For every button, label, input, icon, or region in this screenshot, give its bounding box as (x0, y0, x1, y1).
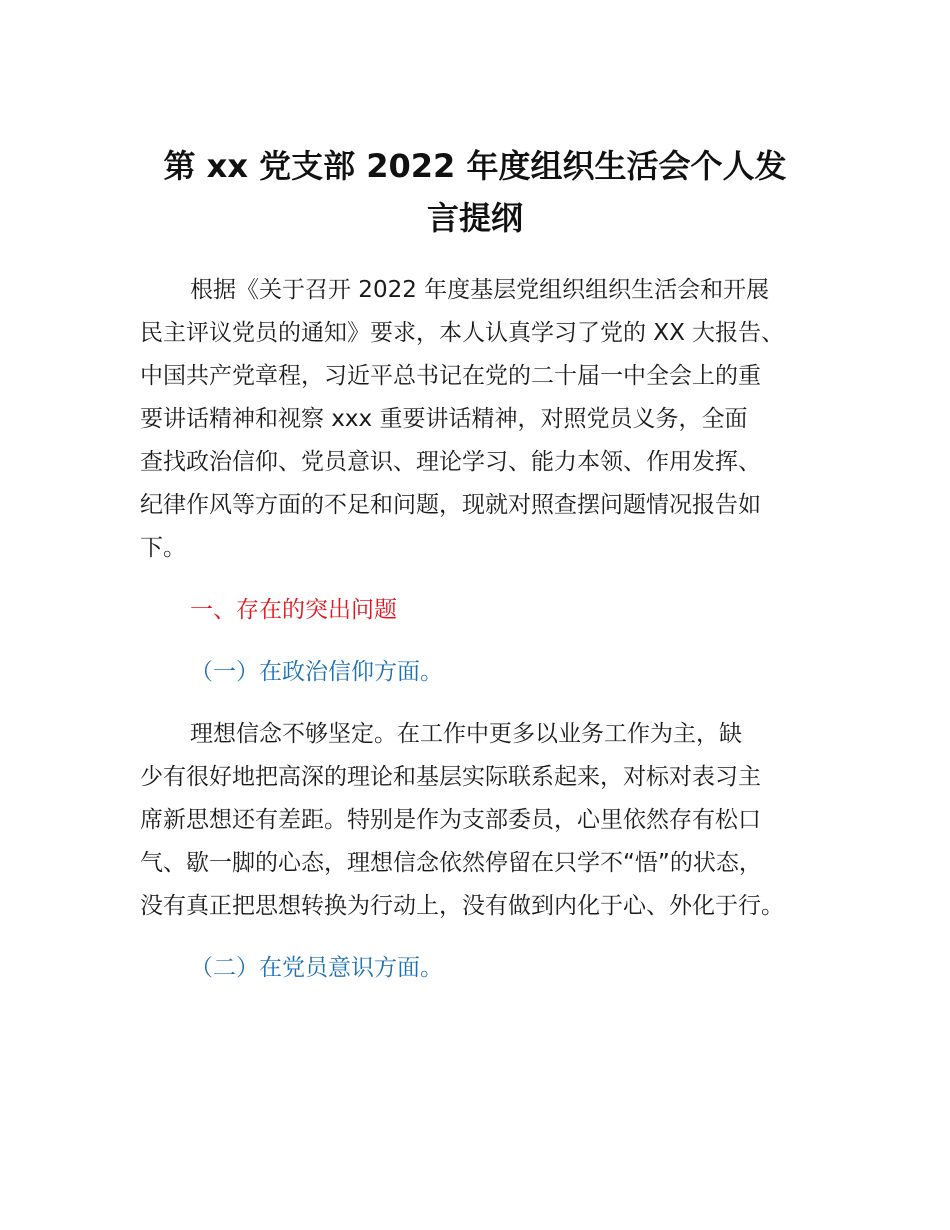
intro-line-4: 要讲话精神和视察 xxx 重要讲话精神，对照党员义务，全面 (140, 406, 748, 432)
intro-line-1: 根据《关于召开 2022 年度基层党组织组织生活会和开展 (190, 277, 770, 303)
intro-line-5: 查找政治信仰、党员意识、理论学习、能力本领、作用发挥、 (140, 449, 761, 475)
intro-line-6: 纪律作风等方面的不足和问题，现就对照查摆问题情况报告如 (140, 492, 761, 518)
sub1-line-4: 气、歇一脚的心态，理想信念依然停留在只学不“悟”的状态， (140, 850, 762, 876)
intro-line-7: 下。 (140, 535, 186, 561)
title-line-1: 第 xx 党支部 2022 年度组织生活会个人发 (163, 147, 787, 185)
intro-line-3: 中国共产党章程，习近平总书记在党的二十届一中全会上的重 (140, 363, 761, 389)
sub1-line-3: 席新思想还有差距。特别是作为支部委员，心里依然存有松口 (140, 807, 761, 833)
subsection-heading-2: （二）在党员意识方面。 (190, 955, 443, 981)
sub1-line-1: 理想信念不够坚定。在工作中更多以业务工作为主，缺 (190, 721, 742, 747)
section-heading-1: 一、存在的突出问题 (190, 597, 397, 623)
sub1-line-2: 少有很好地把高深的理论和基层实际联系起来，对标对表习主 (140, 764, 761, 790)
subsection-heading-1: （一）在政治信仰方面。 (190, 659, 443, 685)
sub1-line-5: 没有真正把思想转换为行动上，没有做到内化于心、外化于行。 (140, 893, 784, 919)
intro-line-2: 民主评议党员的通知》要求，本人认真学习了党的 XX 大报告、 (140, 320, 785, 346)
document-title (120, 140, 830, 244)
title-line-2: 言提纲 (426, 199, 523, 237)
